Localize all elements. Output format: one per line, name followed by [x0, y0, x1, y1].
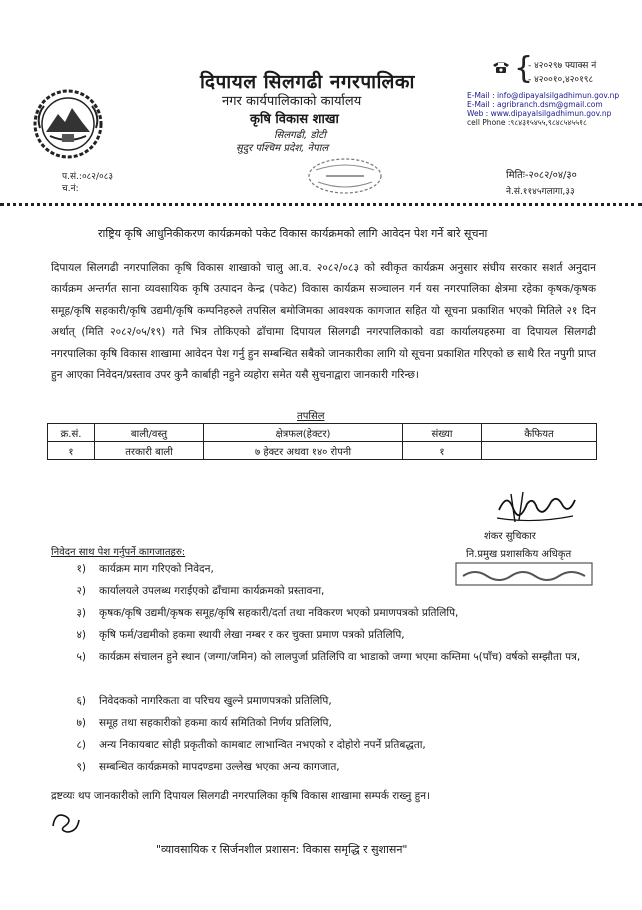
- office-stamp-seal: [306, 156, 384, 196]
- municipality-title: दिपायल सिलगढी नगरपालिका: [200, 71, 415, 93]
- list-item: कार्यालयले उपलब्ध गराईएको ढाँचामा कार्यक्रमको प्रस्तावना,: [99, 585, 325, 597]
- office-name: नगर कार्यपालिकाको कार्यालय: [222, 94, 362, 109]
- signatory-name: शंकर सुचिकार: [484, 531, 536, 542]
- notice-body-paragraph: दिपायल सिलगढी नगरपालिका कृषि विकास शाखाको चालु आ.व. २०८२/०८३ को स्वीकृत कार्यक्रम अनुसार संघीय सरकार सशर्त अनुदान कार्यक्रम अन्तर्गत साना व्यवसायिक कृषि उत्पादन केन्द्र (पकेट) विकास कार्यक्रम सञ्चालन गर्न यस नगरपालिका क्षेत्रमा रहेका कृषक/कृषक समूह/कृषि सहकारी/कृषि उद्यमी/कृषि कम्पनिहरुले तपसिल बमोजिमका आवश्यक कागजात सहित यो सूचना प्रकाशित भएको मितिले २१ दिन अर्थात् (मिति २०८२/०५/१९) गते भित्र तोकिएको ढाँचामा दिपायल सिलगढी नगरपालिकाको वडा कार्यालयहरुमा वा दिपायल सिलगढी नगरपालिका कृषि विकास शाखामा आवेदन पेश गर्नु हुन सम्बन्धित सबैको जानकारीका लागि यो सूचना प्रकाशित गरिएको छ साथै रित नपुगी प्राप्त हुन आएका निवेदन/प्रस्ताव उपर कुनै कार्बाही नहुने व्यहोरा समेत यसै सुचनाद्वारा जानकारी गरिन्छ।: [51, 262, 596, 382]
- list-item-number: ३): [76, 607, 86, 619]
- table-row: [48, 442, 597, 460]
- slogan: "व्यावसायिक र सिर्जनशील प्रशासन: विकास समृद्धि र सुशासन": [156, 843, 408, 856]
- phone-brace-decoration: {: [514, 51, 534, 86]
- header-divider: [0, 203, 642, 206]
- list-item-number: ९): [76, 761, 86, 773]
- notice-subject: राष्ट्रिय कृषि आधुनिकीकरण कार्यक्रमको पकेट विकास कार्यक्रमको लागि आवेदन पेश गर्ने बारे सूचना: [98, 227, 488, 240]
- required-documents-title: निवेदन साथ पेश गर्नुपर्ने कागजातहरु:: [51, 547, 186, 558]
- table-header-row: [48, 424, 597, 442]
- telephone-icon: [492, 60, 510, 74]
- list-item: अन्य निकायबाट सोही प्रकृतीको कामबाट लाभान्वित नभएको र दोहोरो नपर्ने प्रतिबद्धता,: [99, 739, 426, 751]
- handwritten-initial: [49, 808, 83, 836]
- list-item: कृषि फर्म/उद्यमीको हकमा स्थायी लेखा नम्बर र कर चुक्ता प्रमाण पत्रको प्रतिलिपि,: [99, 629, 405, 641]
- address-line-1: सिलगढी, डोटी: [274, 130, 326, 141]
- list-item-number: ४): [76, 629, 86, 641]
- cell-count: १: [403, 442, 482, 460]
- cell-sn: १: [48, 442, 95, 460]
- details-table: [47, 423, 597, 460]
- list-item: कृषक/कृषि उद्यमी/कृषक समूह/कृषि सहकारी/दर्ता तथा नविकरण भएको प्रमाणपत्रको प्रतिलिपि,: [99, 607, 459, 619]
- email-info[interactable]: E-Mail : info@dipayalsilgadhimun.gov.np: [467, 91, 620, 100]
- cell-remarks: [482, 442, 597, 460]
- government-emblem-logo: [32, 88, 104, 160]
- list-item: कार्यक्रम संचालन हुने स्थान (जग्गा/जमिन) को लालपुर्जा प्रतिलिपि वा भाडाको जग्गा भएमा कम्तिमा ५(पाँच) वर्षको सम्झौता पत्र,: [99, 651, 581, 663]
- cell-crop: तरकारी बाली: [95, 442, 204, 460]
- email-agri-branch[interactable]: E-Mail : agribranch.dsm@gmail.com: [467, 100, 603, 109]
- dispatch-number: च.नं:: [62, 184, 79, 194]
- list-item-number: २): [76, 585, 86, 597]
- col-header-crop: बाली/वस्तु: [95, 424, 204, 442]
- list-item-number: ५): [76, 651, 86, 663]
- col-header-sn: क्र.सं.: [48, 424, 95, 442]
- website-link[interactable]: Web : www.dipayalsilgadhimun.gov.np: [467, 109, 612, 118]
- signatory-title: नि.प्रमुख प्रशासकिय अधिकृत: [466, 549, 572, 560]
- list-item-number: ६): [76, 695, 86, 707]
- cell-phone: cell Phone :९८४३१५४५५,९८४८५४५५१८: [467, 118, 587, 127]
- list-item-number: ८): [76, 739, 86, 751]
- nepal-sambat-date: ने.सं.११४५गलागा,३३: [506, 187, 575, 197]
- phone-number-2: - ४२००१०,४२०१९८: [528, 75, 594, 85]
- handwritten-signature-date: [493, 488, 579, 526]
- col-header-area: क्षेत्रफल(हेक्टर): [204, 424, 403, 442]
- col-header-count: संख्या: [403, 424, 482, 442]
- list-item-number: १): [76, 563, 86, 575]
- letter-date: मितिः-२०८२/०४/३०: [506, 170, 577, 181]
- col-header-remarks: कैफियत: [482, 424, 597, 442]
- address-line-2: सुदुर पश्चिम प्रदेश, नेपाल: [236, 143, 329, 154]
- list-item: सम्बन्धित कार्यक्रमको मापदण्डमा उल्लेख भएका अन्य कागजात,: [99, 761, 340, 773]
- list-item: निवेदकको नागरिकता वा परिचय खुल्ने प्रमाणपत्रको प्रतिलिपि,: [99, 695, 332, 707]
- letter-number: प.सं.:०८२/०८३: [62, 172, 114, 182]
- footnote: द्रष्टव्यः थप जानकारीको लागि दिपायल सिलगढी नगरपालिका कृषि विकास शाखामा सम्पर्क राख्नु हुन।: [51, 790, 431, 802]
- list-item: कार्यक्रम माग गरिएको निवेदन,: [99, 563, 214, 575]
- list-item: समूह तथा सहकारीको हकमा कार्य समितिको निर्णय प्रतिलिपि,: [99, 717, 332, 729]
- section-name: कृषि विकास शाखा: [250, 112, 339, 127]
- table-caption: तपसिल: [297, 411, 325, 422]
- cell-area: ७ हेक्टर अथवा १४० रोपनी: [204, 442, 403, 460]
- phone-number-1: - ४२०२९७ फ्याक्स नं: [528, 61, 597, 71]
- list-item-number: ७): [76, 717, 86, 729]
